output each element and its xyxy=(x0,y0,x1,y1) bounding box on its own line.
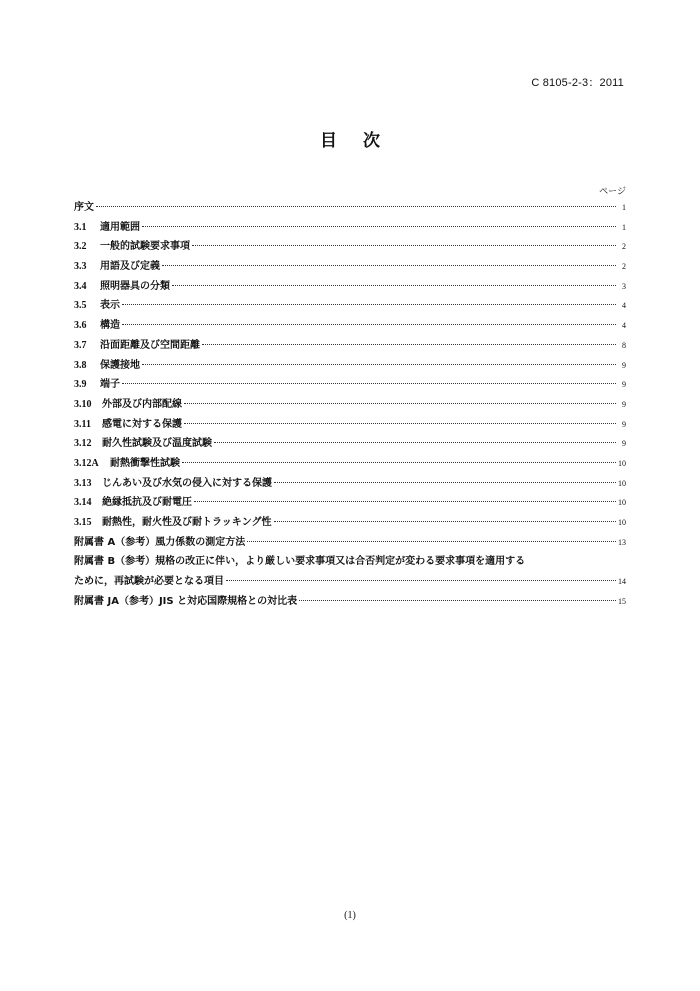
toc-item-page: 4 xyxy=(622,321,626,331)
toc-item-label: 表示 xyxy=(100,300,120,312)
toc-item-3-14[interactable] xyxy=(74,493,626,513)
leader-dots xyxy=(194,501,616,502)
toc-item-number: 3.2 xyxy=(74,241,87,253)
toc-item-3-12[interactable] xyxy=(74,434,626,454)
toc-item-label: 保護接地 xyxy=(100,359,140,371)
toc-item-number: 3.1 xyxy=(74,221,87,233)
toc-item-label: 附属書 A（参考）風力係数の測定方法 xyxy=(74,536,246,548)
leader-dots xyxy=(122,383,616,384)
toc-item-label: 序文 xyxy=(74,202,94,213)
leader-dots xyxy=(142,364,616,365)
toc-item-page: 3 xyxy=(622,281,626,291)
toc-item-3-9[interactable] xyxy=(74,375,626,395)
toc-item-number: 3.12A xyxy=(74,457,99,469)
toc-item-label: ために，再試験が必要となる項目 xyxy=(74,576,224,588)
toc-item-page: 9 xyxy=(622,439,626,449)
toc-item-number: 3.9 xyxy=(74,379,87,391)
leader-dots xyxy=(122,324,616,325)
toc-item-3-3[interactable] xyxy=(74,257,626,277)
toc-item-3-11[interactable] xyxy=(74,415,626,435)
toc-item-page: 9 xyxy=(622,399,626,409)
toc-item-page: 8 xyxy=(622,340,626,350)
toc-item-3-12a[interactable] xyxy=(74,454,626,474)
toc-item-number: 3.3 xyxy=(74,261,87,273)
leader-dots xyxy=(226,580,616,581)
toc-item-label: 絶縁抵抗及び耐電圧 xyxy=(102,497,192,509)
page-column-label: ページ xyxy=(599,187,626,197)
toc-item-annex-a[interactable] xyxy=(74,533,626,553)
leader-dots xyxy=(184,403,616,404)
toc-item-annex-b-line1[interactable] xyxy=(74,552,626,572)
leader-dots xyxy=(184,423,616,424)
leader-dots xyxy=(122,304,616,305)
toc-item-label: 耐熱衝撃性試験 xyxy=(110,457,180,469)
toc-item-page: 10 xyxy=(618,498,626,508)
toc-item-3-1[interactable] xyxy=(74,218,626,238)
leader-dots xyxy=(96,206,616,207)
leader-dots xyxy=(247,541,616,542)
toc-item-number: 3.7 xyxy=(74,339,87,351)
toc-item-number: 3.13 xyxy=(74,477,92,489)
toc-item-page: 9 xyxy=(622,360,626,370)
toc-item-page: 10 xyxy=(618,458,626,468)
toc-item-number: 3.10 xyxy=(74,398,92,410)
toc-item-3-5[interactable] xyxy=(74,296,626,316)
toc-item-label: 附属書 JA（参考）JIS と対応国際規格との対比表 xyxy=(74,595,298,607)
toc-item-label: 耐久性試験及び温度試験 xyxy=(102,438,212,450)
leader-dots xyxy=(142,226,616,227)
toc-item-label: 耐熱性，耐火性及び耐トラッキング性 xyxy=(102,517,272,528)
toc-item-page: 13 xyxy=(618,537,626,547)
leader-dots xyxy=(214,442,616,443)
leader-dots xyxy=(274,521,617,522)
toc-item-page: 15 xyxy=(618,596,626,606)
toc-item-label: 外部及び内部配線 xyxy=(102,398,182,410)
page-number: (1) xyxy=(344,910,356,921)
toc-item-page: 1 xyxy=(622,222,626,232)
toc-item-3-8[interactable] xyxy=(74,356,626,376)
toc-item-page: 1 xyxy=(622,203,626,212)
leader-dots xyxy=(202,344,616,345)
toc-item-label: じんあい及び水気の侵入に対する保護 xyxy=(102,477,272,489)
toc-item-number: 3.11 xyxy=(74,418,91,430)
toc-item-preface[interactable] xyxy=(74,198,626,218)
leader-dots xyxy=(299,600,616,601)
leader-dots xyxy=(274,482,616,483)
toc-item-3-7[interactable] xyxy=(74,336,626,356)
leader-dots xyxy=(192,245,616,246)
toc-item-number: 3.8 xyxy=(74,359,87,371)
toc-item-label: 構造 xyxy=(100,320,120,332)
toc-item-3-13[interactable] xyxy=(74,474,626,494)
toc-item-label: 附属書 B（参考）規格の改正に伴い，より厳しい要求事項又は合否判定が変わる要求事項を適用する xyxy=(74,556,526,568)
leader-dots xyxy=(182,462,616,463)
toc-item-number: 3.14 xyxy=(74,497,92,509)
toc-item-3-10[interactable] xyxy=(74,395,626,415)
toc-item-3-6[interactable] xyxy=(74,316,626,336)
toc-item-page: 2 xyxy=(622,262,626,272)
toc-item-label: 端子 xyxy=(100,379,120,391)
toc-item-3-4[interactable] xyxy=(74,277,626,297)
table-of-contents xyxy=(74,198,626,611)
toc-item-number: 3.15 xyxy=(74,517,92,528)
toc-item-label: 感電に対する保護 xyxy=(102,418,182,430)
toc-item-page: 2 xyxy=(622,242,626,252)
toc-item-page: 4 xyxy=(622,301,626,311)
toc-item-label: 適用範囲 xyxy=(100,221,140,233)
toc-item-annex-ja[interactable] xyxy=(74,592,626,612)
toc-item-number: 3.4 xyxy=(74,280,87,292)
page-title: 目 次 xyxy=(320,131,390,151)
toc-item-label: 一般的試験要求事項 xyxy=(100,241,190,253)
toc-item-page: 10 xyxy=(618,478,626,488)
leader-dots xyxy=(172,285,616,286)
toc-item-page: 14 xyxy=(618,577,626,587)
toc-item-3-2[interactable] xyxy=(74,237,626,257)
toc-item-label: 照明器具の分類 xyxy=(100,280,170,292)
toc-item-label: 用語及び定義 xyxy=(100,261,160,273)
toc-item-number: 3.6 xyxy=(74,320,87,332)
toc-item-number: 3.12 xyxy=(74,438,92,450)
toc-item-page: 10 xyxy=(618,518,626,527)
toc-item-page: 9 xyxy=(622,419,626,429)
toc-item-label: 沿面距離及び空間距離 xyxy=(100,339,200,351)
toc-item-page: 9 xyxy=(622,380,626,390)
toc-item-3-15[interactable] xyxy=(74,513,626,533)
leader-dots xyxy=(162,265,616,266)
toc-item-number: 3.5 xyxy=(74,300,87,312)
toc-item-annex-b-line2[interactable] xyxy=(74,572,626,592)
doc-code: C 8105-2-3：2011 xyxy=(531,77,624,89)
